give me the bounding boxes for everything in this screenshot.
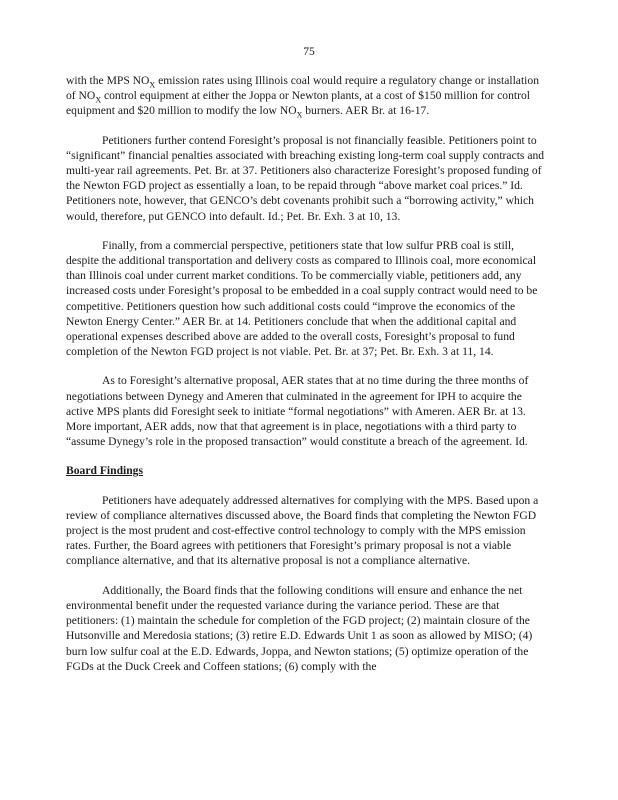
section-heading-board-findings: Board Findings <box>66 464 143 478</box>
paragraph-alternative: As to Foresight’s alternative proposal, AER states that at no time during the three months of negotiations between Dynegy and Ameren that culminated in the agreement for IPH to acquire the active MPS plants did Foresight seek to initiate “formal negotiations” with Ameren. AER Br. at 13. More important, AER adds, now that that agreement is in place, negotiations with a third party to “assume Dynegy’s role in the proposed transaction” would constitute a breach of the agreement. Id. <box>66 374 529 449</box>
paragraph-continuation: with the MPS $NO_X$ emission rates using Illinois coal would require a regulatory change or installation of $NO_X$ control equipment at either the Joppa or Newton plants, at a cost of $150 million for control equipment and $20 million to modify the low $NO_X$ burners. AER Br. at 16-17. <box>66 74 539 120</box>
paragraph-financial: Petitioners further contend Foresight’s proposal is not financially feasible. Petitioners point to “significant” financial penalties associated with breaching existing long-term coal supply contracts and multi-year rail agreements. Pet. Br. at 37. Petitioners also characterize Foresight’s proposed funding of the Newton FGD project as essentially a loan, to be repaid through “above market coal prices.” Id. Petitioners note, however, that GENCO’s debt covenants prohibit such a “borrowing activity,” which would, therefore, put GENCO into default. Id.; Pet. Br. Exh. 3 at 10, 13. <box>66 133 545 223</box>
paragraph-findings-1: Petitioners have adequately addressed alternatives for complying with the MPS. Based upon a review of compliance alternatives discussed above, the Board finds that completing the Newton FGD project is the most prudent and cost-effective control technology to comply with the MPS emission rates. Further, the Board agrees with petitioners that Foresight’s primary proposal is not a viable compliance alternative, and that its alternative proposal is not a compliance alternative. <box>66 493 539 568</box>
paragraph-commercial: Finally, from a commercial perspective, petitioners state that low sulfur PRB coal is still, despite the additional transportation and delivery costs as compared to Illinois coal, more economical than Illinois coal under current market conditions. To be commercially viable, petitioners add, any increased costs under Foresight’s proposal to be embedded in a coal supply contract would need to be competitive. Petitioners question how such additional costs could “improve the economics of the Newton Energy Center.” AER Br. at 14. Petitioners conclude that when the additional capital and operational expenses described above are added to the overall costs, Foresight’s proposal to fund completion of the Newton FGD project is not viable. Pet. Br. at 37; Pet. Br. Exh. 3 at 11, 14. <box>66 238 538 359</box>
paragraph-findings-2: Additionally, the Board finds that the following conditions will ensure and enhance the net environmental benefit under the requested variance during the variance period. These are that petitioners: (1) maintain the schedule for completion of the FGD project; (2) maintain closure of the Hutsonville and Meredosia stations; (3) retire E.D. Edwards Unit 1 as soon as allowed by MISO; (4) burn low sulfur coal at the E.D. Edwards, Joppa, and Newton stations; (5) optimize operation of the FGDs at the Duck Creek and Coffeen stations; (6) comply with the <box>66 583 533 673</box>
page-body <box>66 73 548 688</box>
page-number: 75 <box>303 45 315 58</box>
